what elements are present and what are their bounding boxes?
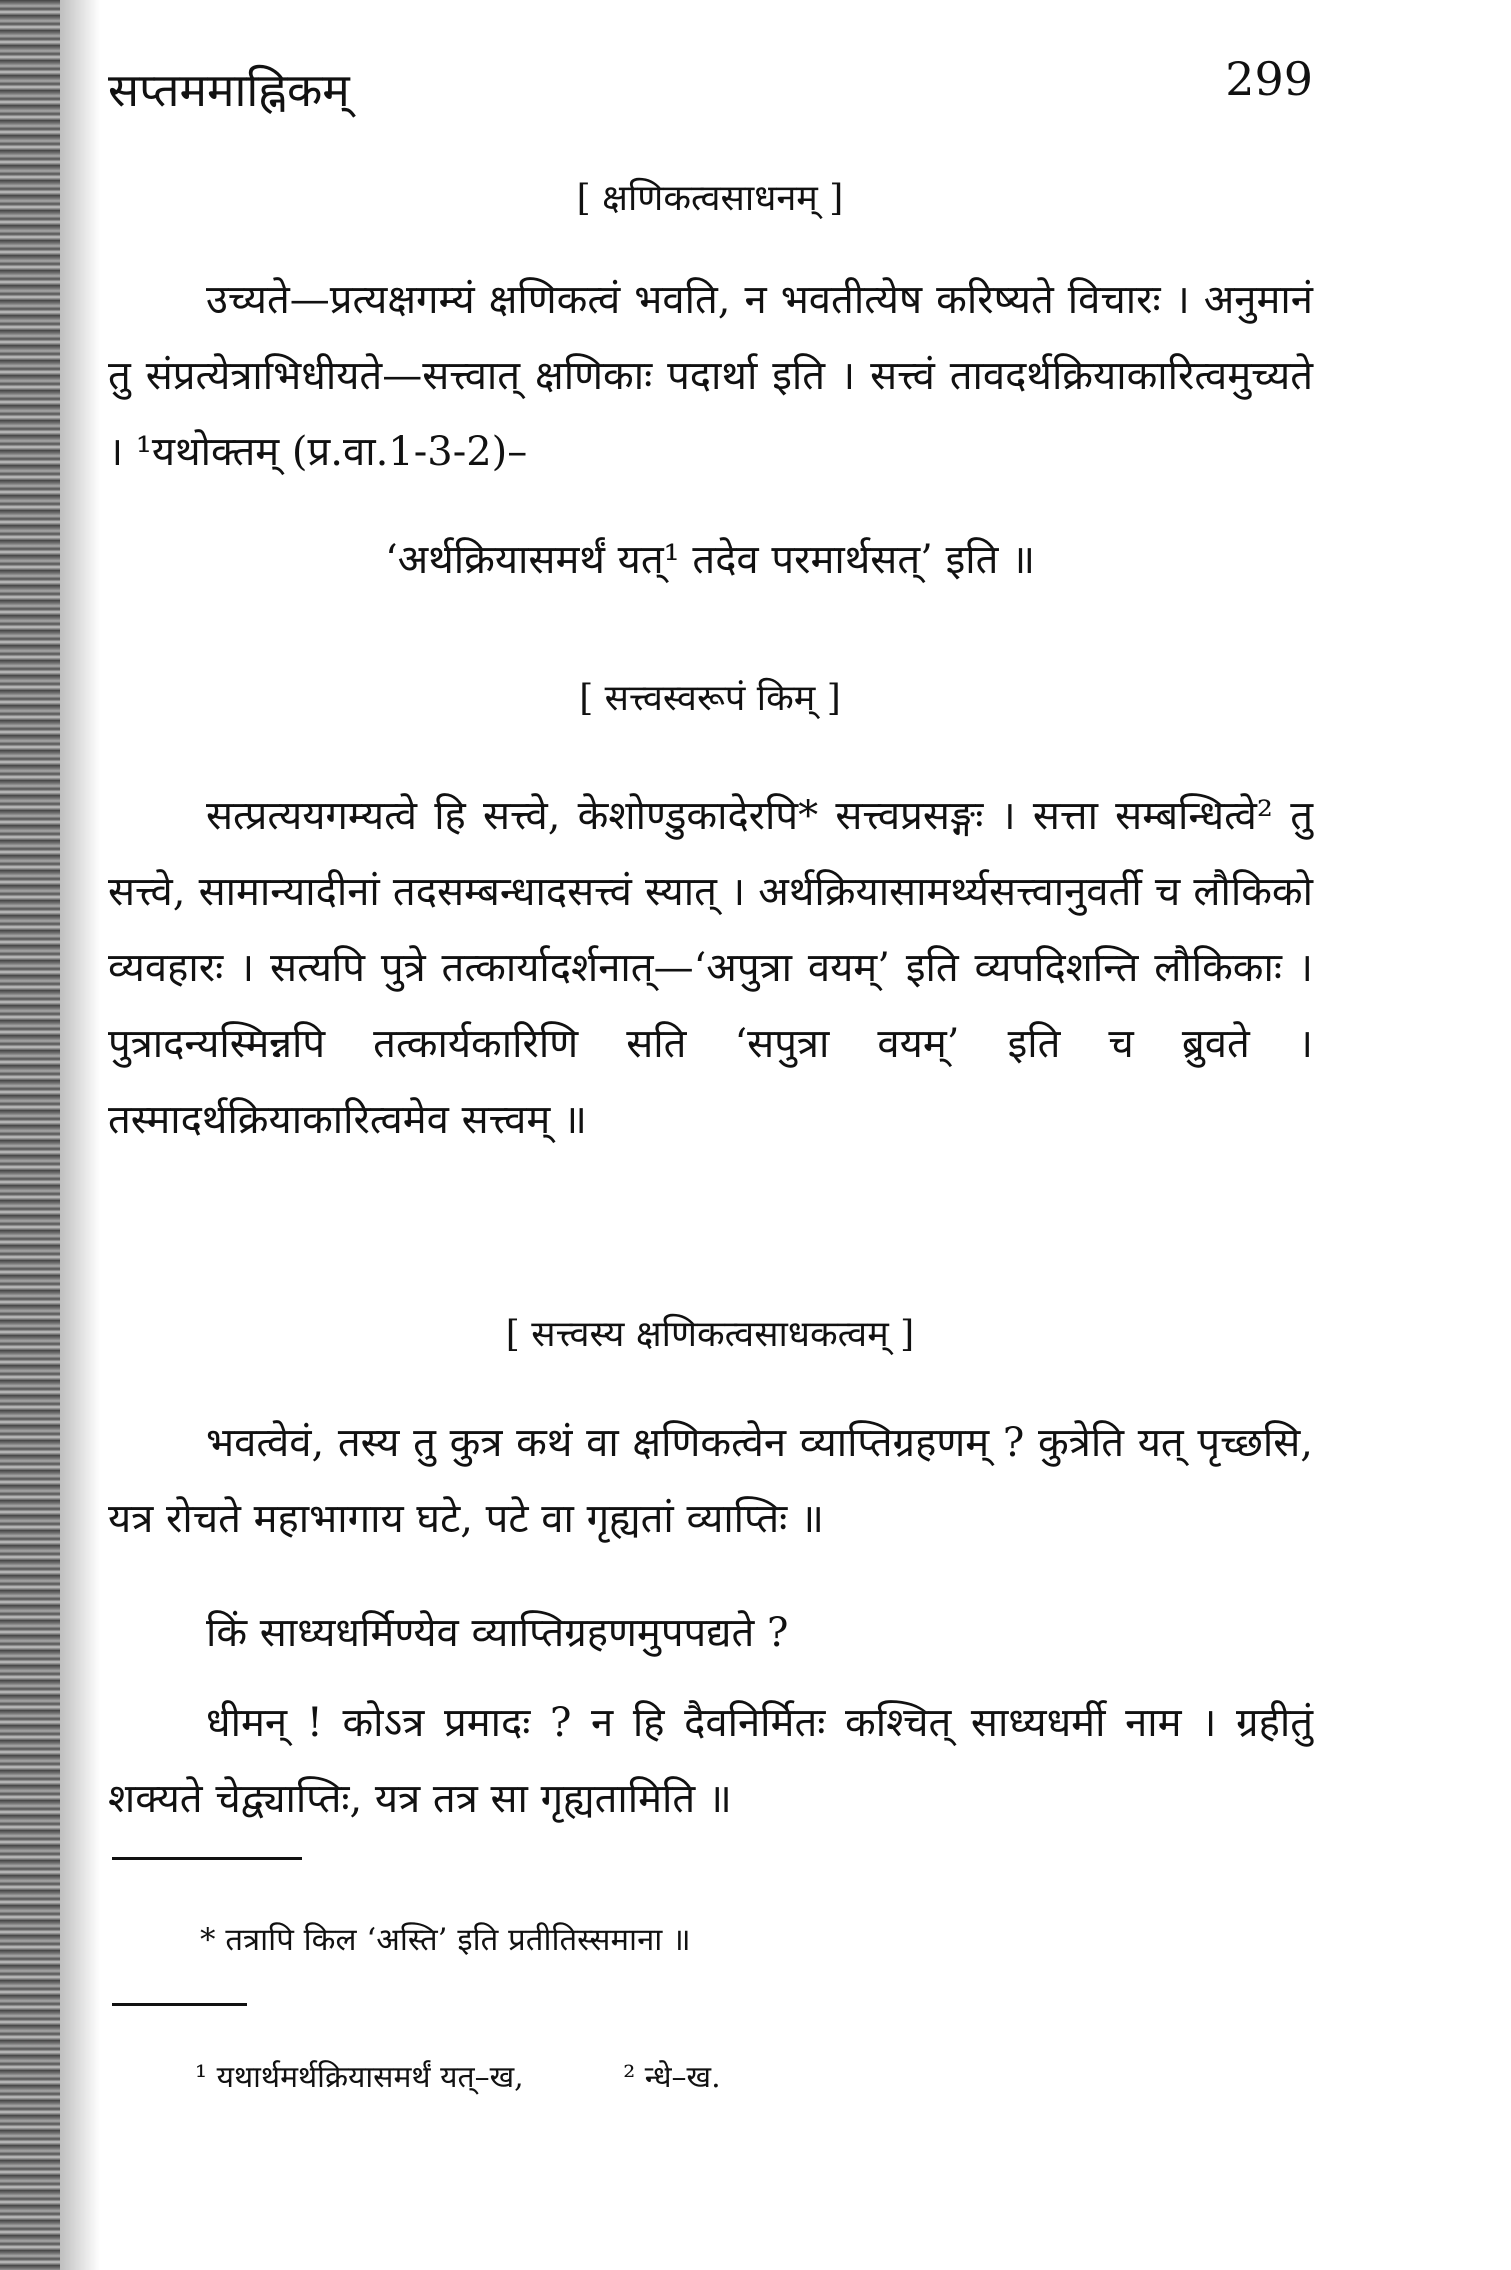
paragraph-4: किं साध्यधर्मिण्येव व्याप्तिग्रहणमुपपद्यते ? <box>206 1610 789 1656</box>
footnote-star: * तत्रापि किल ‘अस्ति’ इति प्रतीतिस्समाना ॥ <box>200 1922 691 1958</box>
variant-note-1: ¹ यथार्थमर्थक्रियासमर्थं यत्–ख, <box>195 2060 524 2095</box>
page-number: 299 <box>1225 52 1313 106</box>
variant-footnotes <box>195 2055 811 2096</box>
running-head: सप्तममाह्निकम् <box>108 63 350 117</box>
paragraph-1: उच्यते—प्रत्यक्षगम्यं क्षणिकत्वं भवति, न भवतीत्येष करिष्यते विचारः । अनुमानं तु संप्रत्येत्राभिधीयते—सत्त्वात् क्षणिकाः पदार्था इति । सत्त्वं तावदर्थक्रियाकारित्वमुच्यते । ¹यथोक्तम् (प्र.वा.1-3-2)– <box>108 277 1313 475</box>
gutter-shade <box>60 0 100 2270</box>
paragraph-3: भवत्वेवं, तस्य तु कुत्र कथं वा क्षणिकत्वेन व्याप्तिग्रहणम् ? कुत्रेति यत् पृच्छसि, यत्र रोचते महाभागाय घटे, पटे वा गृह्यतां व्याप्तिः ॥ <box>108 1420 1313 1542</box>
section-heading-1: [ क्षणिकत्वसाधनम् ] <box>576 178 844 219</box>
section-heading-3: [ सत्त्वस्य क्षणिकत्वसाधकत्वम् ] <box>505 1314 915 1355</box>
variant-note-2: ² न्धे–ख. <box>623 2060 721 2095</box>
paragraph-5: धीमन् ! कोऽत्र प्रमादः ? न हि दैवनिर्मितः कश्चित् साध्यधर्मी नाम । ग्रहीतुं शक्यते चेद्व्याप्तिः, यत्र तत्र सा गृह्यतामिति ॥ <box>108 1700 1313 1822</box>
section-heading-2: [ सत्त्वस्वरूपं किम् ] <box>579 678 841 719</box>
footnote-rule <box>112 1857 302 1860</box>
variant-rule <box>112 2003 247 2006</box>
book-spine-shadow <box>0 0 60 2270</box>
verse-quote: ‘अर्थक्रियासमर्थं यत्¹ तदेव परमार्थसत्’ इति ॥ <box>384 537 1036 583</box>
paragraph-2: सत्प्रत्ययगम्यत्वे हि सत्त्वे, केशोण्डुकादेरपि* सत्त्वप्रसङ्गः । सत्ता सम्बन्धित्वे² तु सत्त्वे, सामान्यादीनां तदसम्बन्धादसत्त्वं स्यात् । अर्थक्रियासामर्थ्यसत्त्वानुवर्ती च लौकिको व्यवहारः । सत्यपि पुत्रे तत्कार्यादर्शनात्—‘अपुत्रा वयम्’ इति व्यपदिशन्ति लौकिकाः । पुत्रादन्यस्मिन्नपि तत्कार्यकारिणि सति ‘सपुत्रा वयम्’ इति च ब्रुवते । तस्मादर्थक्रियाकारित्वमेव सत्त्वम् ॥ <box>108 793 1313 1143</box>
